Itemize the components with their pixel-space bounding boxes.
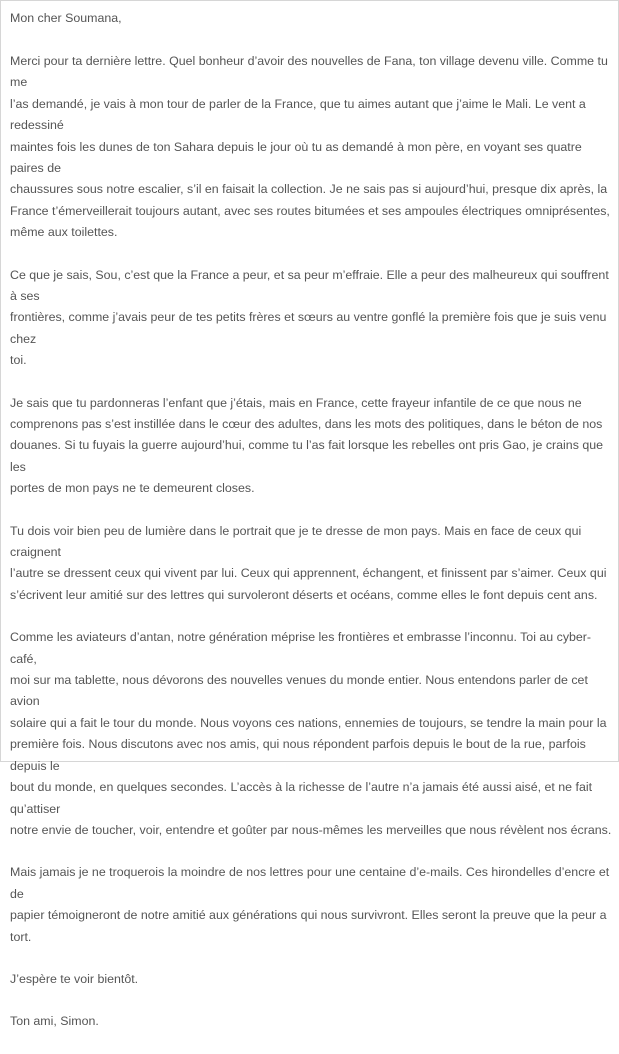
- letter-salutation: Mon cher Soumana,: [10, 11, 122, 25]
- letter-paragraph-2: Ce que je sais, Sou, c’est que la France a peur, et sa peur m’effraie. Elle a peur des malheureux qui souffrent à ses frontières, comme j’avais peur de tes petits frères et sœurs au ventre gonflé la première fois que je suis venu chez toi.: [10, 267, 609, 368]
- letter-signoff: Ton ami, Simon.: [10, 1014, 99, 1029]
- letter-paragraph-4: Tu dois voir bien peu de lumière dans le portrait que je te dresse de mon pays. Mais en face de ceux qui craignent l’autre se dressent ceux qui vivent par lui. Ceux qui apprennent, échangent, et finissent par s’aimer. Ceux qui s’écrivent leur amitié sur des lettres qui survoleront déserts et océans, comme elles le font depuis cent ans.: [10, 523, 607, 602]
- letter-paragraph-6: Mais jamais je ne troquerois la moindre de nos lettres pour une centaine d’e-mails. Ces hirondelles d’encre et de papier témoigneront de notre amitié aux générations qui nous survivront. Elles seront la preuve que la peur a tort.: [10, 865, 610, 944]
- letter-paragraph-5: Comme les aviateurs d’antan, notre génération méprise les frontières et embrasse l’inconnu. Toi au cyber-café, moi sur ma tablette, nous dévorons des nouvelles venues du monde entier. Nous entendons parler de cet avion solaire qui a fait le tour du monde. Nous voyons ces nations, ennemies de toujours, se tendre la main pour la première fois. Nous discutons avec nos amis, qui nous répondent parfois depuis le bout de la rue, parfois depuis le bout du monde, en quelques secondes. L’accès à la richesse de l’autre n’a jamais été aussi aisé, et ne fait qu’attiser notre envie de toucher, voir, entendre et goûter par nous-mêmes les merveilles que nous révèlent nos écrans.: [10, 630, 612, 837]
- letter-body: [10, 8, 612, 1054]
- letter-paragraph-1: Merci pour ta dernière lettre. Quel bonheur d’avoir des nouvelles de Fana, ton village devenu ville. Comme tu me l’as demandé, je vais à mon tour de parler de la France, que tu aimes autant que j’aime le Mali. Le vent a redessiné maintes fois les dunes de ton Sahara depuis le jour où tu as demandé à mon père, en voyant ses quatre paires de chaussures sous notre escalier, s’il en faisait la collection. Je ne sais pas si aujourd’hui, presque dix après, la France t’émerveillerait toujours autant, avec ses routes bitumées et ses ampoules électriques omniprésentes, même aux toilettes.: [10, 53, 610, 240]
- letter-closing: J’espère te voir bientôt.: [10, 971, 139, 986]
- letter-paragraph-3: Je sais que tu pardonneras l’enfant que j’étais, mais en France, cette frayeur infantile de ce que nous ne comprenons pas s’est instillée dans le cœur des adultes, dans les mots des politiques, dans le béton de nos douanes. Si tu fuyais la guerre aujourd’hui, comme tu l’as fait lorsque les rebelles ont pris Gao, je crains que les portes de mon pays ne te demeurent closes.: [10, 395, 604, 496]
